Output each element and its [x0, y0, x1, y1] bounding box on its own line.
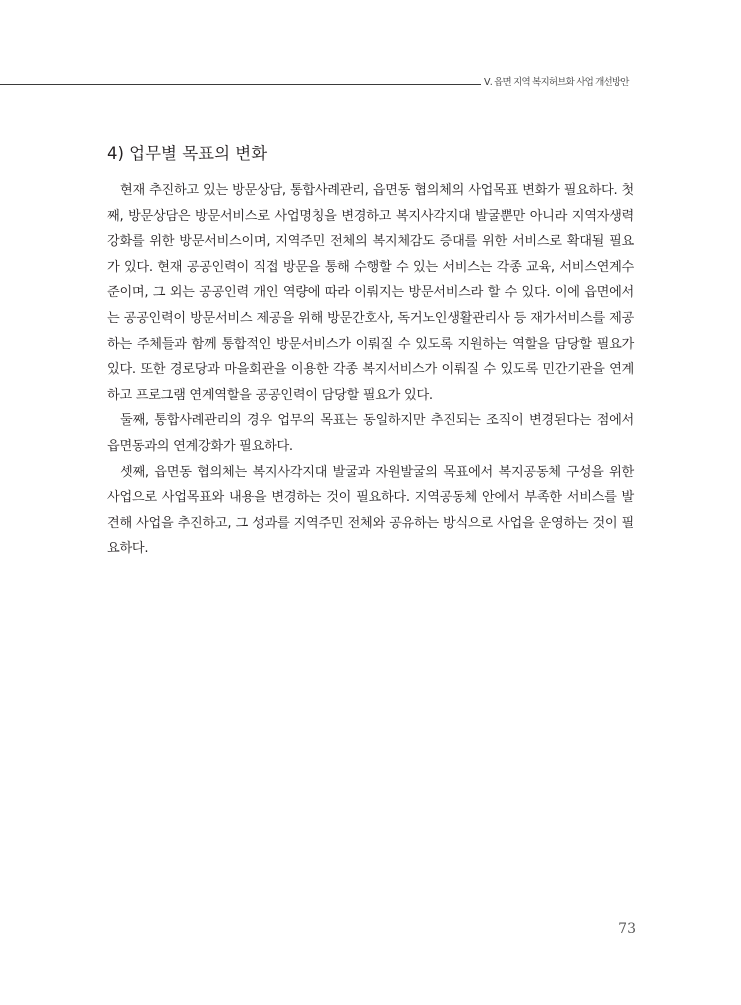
paragraph: 현재 추진하고 있는 방문상담, 통합사례관리, 읍면동 협의체의 사업목표 변화가 필요하다. 첫째, 방문상담은 방문서비스로 사업명칭을 변경하고 복지사각지대 발굴뿐만 아니라 지역자생력 강화를 위한 방문서비스이며, 지역주민 전체의 복지체감도 증대를 위한 서비스로 확대될 필요가 있다. 현재 공공인력이 직접 방문을 통해 수행할 수 있는 서비스는 각종 교육, 서비스연계수준이며, 그 외는 공공인력 개인 역량에 따라 이뤄지는 방문서비스라 할 수 있다. 이에 읍면에서는 공공인력이 방문서비스 제공을 위해 방문간호사, 독거노인생활관리사 등 재가서비스를 제공하는 주체들과 함께 통합적인 방문서비스가 이뤄질 수 있도록 지원하는 역할을 담당할 필요가 있다. 또한 경로당과 마을회관을 이용한 각종 복지서비스가 이뤄질 수 있도록 민간기관을 연계하고 프로그램 연계역할을 공공인력이 담당할 필요가 있다. [107, 183, 634, 403]
paragraph: 둘째, 통합사례관리의 경우 업무의 목표는 동일하지만 추진되는 조직이 변경된다는 점에서 읍면동과의 연계강화가 필요하다. [107, 413, 634, 454]
running-header [0, 76, 741, 90]
paragraph: 셋째, 읍면동 협의체는 복지사각지대 발굴과 자원발굴의 목표에서 복지공동체 구성을 위한 사업으로 사업목표와 내용을 변경하는 것이 필요하다. 지역공동체 안에서 부족한 서비스를 발견해 사업을 추진하고, 그 성과를 지역주민 전체와 공유하는 방식으로 사업을 운영하는 것이 필요하다. [107, 464, 634, 557]
header-rule [0, 84, 481, 85]
running-title: Ⅴ. 읍면 지역 복지허브화 사업 개선방안 [484, 77, 629, 88]
section-body [107, 178, 634, 562]
page-number: 73 [618, 921, 636, 937]
section-heading: 4) 업무별 목표의 변화 [107, 144, 268, 163]
